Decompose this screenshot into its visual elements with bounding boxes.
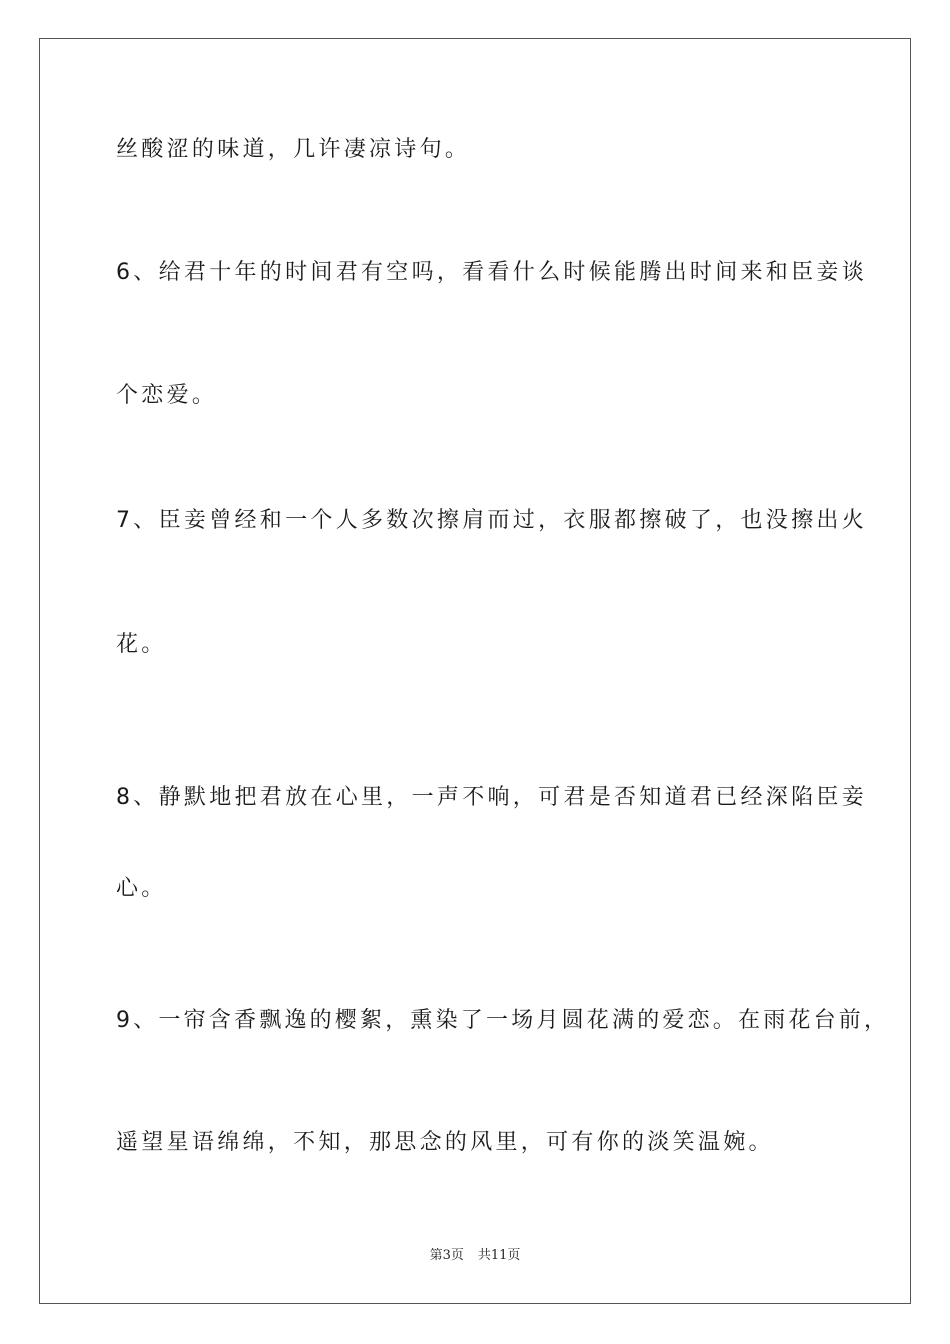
text-line: 花。 — [116, 632, 167, 657]
page-total: 共11页 — [477, 1248, 521, 1263]
text-line: 心。 — [116, 876, 167, 901]
page-number: 第3页 — [429, 1248, 464, 1263]
page-footer — [0, 1247, 950, 1265]
text-line: 遥望星语绵绵，不知，那思念的风里，可有你的淡笑温婉。 — [116, 1130, 774, 1155]
page-border — [39, 38, 911, 1304]
text-line: 9、一帘含香飘逸的樱絮，熏染了一场月圆花满的爱恋。在雨花台前， — [116, 1008, 890, 1033]
text-line: 7、臣妾曾经和一个人多数次擦肩而过，衣服都擦破了，也没擦出火 — [116, 508, 867, 533]
text-line: 个恋爱。 — [116, 383, 218, 408]
text-line: 丝酸涩的味道，几许凄凉诗句。 — [116, 137, 471, 162]
text-line: 8、静默地把君放在心里，一声不响，可君是否知道君已经深陷臣妾 — [116, 785, 867, 810]
text-line: 6、给君十年的时间君有空吗，看看什么时候能腾出时间来和臣妾谈 — [116, 260, 867, 285]
